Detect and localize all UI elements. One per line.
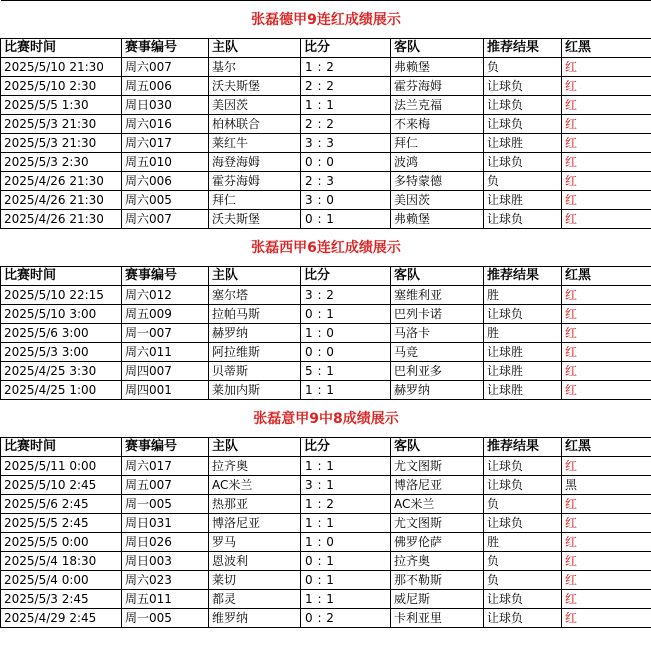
table-row xyxy=(1,476,651,495)
table-row xyxy=(1,457,651,476)
column-header-recommendation: 推荐结果 xyxy=(484,438,562,457)
cell-match-id: 周五006 xyxy=(122,77,209,96)
cell-outcome: 红 xyxy=(562,96,651,115)
cell-recommendation: 让球负 xyxy=(484,305,562,324)
cell-score: 2 : 2 xyxy=(301,77,391,96)
cell-home-team: 都灵 xyxy=(209,590,301,609)
cell-recommendation: 让球负 xyxy=(484,514,562,533)
section-title-row xyxy=(1,400,651,438)
cell-match-time: 2025/5/3 21:30 xyxy=(1,115,122,134)
cell-away-team: 那不勒斯 xyxy=(391,571,484,590)
cell-score: 2 : 3 xyxy=(301,172,391,191)
column-header-away-team: 客队 xyxy=(391,438,484,457)
cell-match-id: 周一005 xyxy=(122,495,209,514)
cell-recommendation: 让球负 xyxy=(484,96,562,115)
cell-outcome: 红 xyxy=(562,58,651,77)
cell-match-time: 2025/5/3 3:00 xyxy=(1,343,122,362)
table-row xyxy=(1,571,651,590)
cell-match-time: 2025/4/25 1:00 xyxy=(1,381,122,400)
cell-away-team: 尤文图斯 xyxy=(391,457,484,476)
cell-match-time: 2025/5/5 1:30 xyxy=(1,96,122,115)
table-row xyxy=(1,210,651,229)
cell-home-team: 阿拉维斯 xyxy=(209,343,301,362)
cell-recommendation: 让球负 xyxy=(484,210,562,229)
column-header-home-team: 主队 xyxy=(209,438,301,457)
column-header-home-team: 主队 xyxy=(209,39,301,58)
cell-score: 0 : 1 xyxy=(301,210,391,229)
cell-score: 1 : 1 xyxy=(301,590,391,609)
cell-outcome: 红 xyxy=(562,381,651,400)
column-header-match-time: 比赛时间 xyxy=(1,39,122,58)
cell-match-id: 周六005 xyxy=(122,191,209,210)
cell-match-time: 2025/4/26 21:30 xyxy=(1,172,122,191)
cell-recommendation: 让球负 xyxy=(484,77,562,96)
cell-outcome: 红 xyxy=(562,495,651,514)
cell-match-id: 周四007 xyxy=(122,362,209,381)
cell-outcome: 红 xyxy=(562,552,651,571)
cell-score: 1 : 0 xyxy=(301,533,391,552)
cell-home-team: 热那亚 xyxy=(209,495,301,514)
table-row xyxy=(1,514,651,533)
header-row xyxy=(1,438,651,457)
cell-match-id: 周四001 xyxy=(122,381,209,400)
table-row xyxy=(1,134,651,153)
column-header-recommendation: 推荐结果 xyxy=(484,39,562,58)
cell-recommendation: 负 xyxy=(484,571,562,590)
cell-outcome: 红 xyxy=(562,286,651,305)
column-header-match-id: 赛事编号 xyxy=(122,438,209,457)
cell-match-time: 2025/5/5 0:00 xyxy=(1,533,122,552)
cell-match-time: 2025/5/4 0:00 xyxy=(1,571,122,590)
cell-recommendation: 让球负 xyxy=(484,153,562,172)
cell-home-team: 拉帕马斯 xyxy=(209,305,301,324)
cell-match-time: 2025/5/3 21:30 xyxy=(1,134,122,153)
table-row xyxy=(1,324,651,343)
table-row xyxy=(1,362,651,381)
cell-away-team: 美因茨 xyxy=(391,191,484,210)
cell-score: 0 : 0 xyxy=(301,153,391,172)
cell-match-id: 周一005 xyxy=(122,609,209,628)
cell-home-team: 拉齐奥 xyxy=(209,457,301,476)
column-header-score: 比分 xyxy=(301,39,391,58)
cell-match-time: 2025/4/29 2:45 xyxy=(1,609,122,628)
cell-outcome: 红 xyxy=(562,343,651,362)
cell-match-id: 周六012 xyxy=(122,286,209,305)
cell-recommendation: 让球负 xyxy=(484,457,562,476)
cell-away-team: 佛罗伦萨 xyxy=(391,533,484,552)
cell-match-id: 周日026 xyxy=(122,533,209,552)
cell-away-team: 塞维利亚 xyxy=(391,286,484,305)
cell-outcome: 黑 xyxy=(562,476,651,495)
cell-outcome: 红 xyxy=(562,134,651,153)
cell-match-id: 周六017 xyxy=(122,457,209,476)
cell-away-team: 赫罗纳 xyxy=(391,381,484,400)
column-header-match-time: 比赛时间 xyxy=(1,267,122,286)
cell-match-time: 2025/5/4 18:30 xyxy=(1,552,122,571)
cell-match-time: 2025/5/6 3:00 xyxy=(1,324,122,343)
cell-match-id: 周日031 xyxy=(122,514,209,533)
cell-match-time: 2025/5/3 2:30 xyxy=(1,153,122,172)
cell-home-team: 基尔 xyxy=(209,58,301,77)
cell-recommendation: 负 xyxy=(484,495,562,514)
column-header-match-time: 比赛时间 xyxy=(1,438,122,457)
column-header-recommendation: 推荐结果 xyxy=(484,267,562,286)
column-header-outcome: 红黑 xyxy=(562,39,651,58)
cell-outcome: 红 xyxy=(562,115,651,134)
cell-score: 1 : 1 xyxy=(301,96,391,115)
cell-outcome: 红 xyxy=(562,362,651,381)
cell-match-id: 周日003 xyxy=(122,552,209,571)
cell-recommendation: 让球胜 xyxy=(484,134,562,153)
cell-outcome: 红 xyxy=(562,609,651,628)
cell-match-time: 2025/5/10 2:30 xyxy=(1,77,122,96)
cell-match-time: 2025/5/6 2:45 xyxy=(1,495,122,514)
cell-score: 1 : 2 xyxy=(301,495,391,514)
header-row xyxy=(1,267,651,286)
cell-outcome: 红 xyxy=(562,210,651,229)
cell-recommendation: 让球胜 xyxy=(484,191,562,210)
cell-away-team: 威尼斯 xyxy=(391,590,484,609)
cell-match-id: 周五009 xyxy=(122,305,209,324)
cell-home-team: 美因茨 xyxy=(209,96,301,115)
cell-home-team: 博洛尼亚 xyxy=(209,514,301,533)
cell-score: 0 : 0 xyxy=(301,343,391,362)
cell-outcome: 红 xyxy=(562,457,651,476)
cell-away-team: 卡利亚里 xyxy=(391,609,484,628)
cell-home-team: 维罗纳 xyxy=(209,609,301,628)
cell-match-id: 周五011 xyxy=(122,590,209,609)
cell-match-id: 周五010 xyxy=(122,153,209,172)
cell-outcome: 红 xyxy=(562,324,651,343)
cell-outcome: 红 xyxy=(562,191,651,210)
results-body xyxy=(1,1,651,628)
cell-home-team: 塞尔塔 xyxy=(209,286,301,305)
cell-away-team: 拜仁 xyxy=(391,134,484,153)
cell-home-team: AC米兰 xyxy=(209,476,301,495)
table-row xyxy=(1,96,651,115)
cell-match-id: 周六023 xyxy=(122,571,209,590)
cell-outcome: 红 xyxy=(562,571,651,590)
section-title-row xyxy=(1,229,651,267)
table-row xyxy=(1,115,651,134)
cell-recommendation: 让球负 xyxy=(484,476,562,495)
cell-home-team: 柏林联合 xyxy=(209,115,301,134)
cell-recommendation: 让球负 xyxy=(484,609,562,628)
cell-home-team: 赫罗纳 xyxy=(209,324,301,343)
cell-outcome: 红 xyxy=(562,77,651,96)
table-row xyxy=(1,77,651,96)
cell-score: 5 : 1 xyxy=(301,362,391,381)
cell-outcome: 红 xyxy=(562,172,651,191)
column-header-match-id: 赛事编号 xyxy=(122,39,209,58)
cell-home-team: 贝蒂斯 xyxy=(209,362,301,381)
cell-match-time: 2025/5/5 2:45 xyxy=(1,514,122,533)
cell-match-id: 周六016 xyxy=(122,115,209,134)
cell-away-team: 弗赖堡 xyxy=(391,210,484,229)
column-header-away-team: 客队 xyxy=(391,267,484,286)
cell-home-team: 拜仁 xyxy=(209,191,301,210)
cell-home-team: 莱切 xyxy=(209,571,301,590)
cell-match-time: 2025/5/11 0:00 xyxy=(1,457,122,476)
cell-score: 1 : 1 xyxy=(301,457,391,476)
cell-match-id: 周日030 xyxy=(122,96,209,115)
cell-score: 1 : 1 xyxy=(301,514,391,533)
cell-recommendation: 让球负 xyxy=(484,115,562,134)
cell-match-id: 周六017 xyxy=(122,134,209,153)
cell-home-team: 沃夫斯堡 xyxy=(209,77,301,96)
cell-home-team: 莱加内斯 xyxy=(209,381,301,400)
cell-score: 2 : 2 xyxy=(301,115,391,134)
cell-outcome: 红 xyxy=(562,153,651,172)
cell-match-time: 2025/5/10 22:15 xyxy=(1,286,122,305)
cell-away-team: AC米兰 xyxy=(391,495,484,514)
cell-away-team: 波鸿 xyxy=(391,153,484,172)
cell-away-team: 弗赖堡 xyxy=(391,58,484,77)
cell-outcome: 红 xyxy=(562,533,651,552)
cell-match-time: 2025/5/10 3:00 xyxy=(1,305,122,324)
cell-match-time: 2025/5/10 2:45 xyxy=(1,476,122,495)
cell-recommendation: 负 xyxy=(484,552,562,571)
cell-recommendation: 负 xyxy=(484,172,562,191)
cell-home-team: 沃夫斯堡 xyxy=(209,210,301,229)
cell-recommendation: 胜 xyxy=(484,324,562,343)
column-header-match-id: 赛事编号 xyxy=(122,267,209,286)
cell-home-team: 海登海姆 xyxy=(209,153,301,172)
section-title-row xyxy=(1,1,651,39)
cell-score: 1 : 1 xyxy=(301,381,391,400)
cell-away-team: 尤文图斯 xyxy=(391,514,484,533)
cell-away-team: 多特蒙德 xyxy=(391,172,484,191)
table-row xyxy=(1,495,651,514)
cell-home-team: 恩波利 xyxy=(209,552,301,571)
cell-score: 3 : 2 xyxy=(301,286,391,305)
cell-match-time: 2025/5/10 21:30 xyxy=(1,58,122,77)
cell-away-team: 霍芬海姆 xyxy=(391,77,484,96)
section-title: 张磊意甲9中8成绩展示 xyxy=(1,400,651,438)
cell-match-id: 周六011 xyxy=(122,343,209,362)
cell-away-team: 法兰克福 xyxy=(391,96,484,115)
cell-away-team: 马洛卡 xyxy=(391,324,484,343)
table-row xyxy=(1,153,651,172)
cell-away-team: 巴列卡诺 xyxy=(391,305,484,324)
cell-outcome: 红 xyxy=(562,305,651,324)
column-header-score: 比分 xyxy=(301,438,391,457)
cell-match-time: 2025/5/3 2:45 xyxy=(1,590,122,609)
table-row xyxy=(1,58,651,77)
cell-recommendation: 胜 xyxy=(484,533,562,552)
cell-recommendation: 让球负 xyxy=(484,590,562,609)
table-row xyxy=(1,590,651,609)
cell-score: 3 : 3 xyxy=(301,134,391,153)
cell-score: 3 : 1 xyxy=(301,476,391,495)
cell-match-id: 周六006 xyxy=(122,172,209,191)
cell-score: 0 : 2 xyxy=(301,609,391,628)
cell-away-team: 不来梅 xyxy=(391,115,484,134)
cell-match-id: 周六007 xyxy=(122,58,209,77)
cell-outcome: 红 xyxy=(562,590,651,609)
cell-recommendation: 胜 xyxy=(484,286,562,305)
column-header-away-team: 客队 xyxy=(391,39,484,58)
cell-score: 1 : 0 xyxy=(301,324,391,343)
section-title: 张磊西甲6连红成绩展示 xyxy=(1,229,651,267)
column-header-outcome: 红黑 xyxy=(562,267,651,286)
cell-match-time: 2025/4/26 21:30 xyxy=(1,191,122,210)
cell-match-id: 周一007 xyxy=(122,324,209,343)
table-row xyxy=(1,172,651,191)
table-row xyxy=(1,286,651,305)
header-row xyxy=(1,39,651,58)
table-row xyxy=(1,191,651,210)
table-row xyxy=(1,305,651,324)
cell-home-team: 莱红牛 xyxy=(209,134,301,153)
column-header-outcome: 红黑 xyxy=(562,438,651,457)
cell-recommendation: 负 xyxy=(484,58,562,77)
cell-home-team: 罗马 xyxy=(209,533,301,552)
cell-away-team: 巴利亚多 xyxy=(391,362,484,381)
cell-match-id: 周五007 xyxy=(122,476,209,495)
cell-outcome: 红 xyxy=(562,514,651,533)
cell-score: 0 : 1 xyxy=(301,305,391,324)
cell-score: 0 : 1 xyxy=(301,552,391,571)
cell-match-id: 周六007 xyxy=(122,210,209,229)
cell-match-time: 2025/4/26 21:30 xyxy=(1,210,122,229)
cell-score: 0 : 1 xyxy=(301,571,391,590)
cell-score: 1 : 2 xyxy=(301,58,391,77)
cell-away-team: 马竞 xyxy=(391,343,484,362)
section-title: 张磊德甲9连红成绩展示 xyxy=(1,1,651,39)
cell-recommendation: 让球胜 xyxy=(484,381,562,400)
cell-recommendation: 让球胜 xyxy=(484,362,562,381)
table-row xyxy=(1,552,651,571)
table-row xyxy=(1,533,651,552)
table-row xyxy=(1,343,651,362)
cell-home-team: 霍芬海姆 xyxy=(209,172,301,191)
cell-away-team: 博洛尼亚 xyxy=(391,476,484,495)
cell-match-time: 2025/4/25 3:30 xyxy=(1,362,122,381)
cell-score: 3 : 0 xyxy=(301,191,391,210)
table-row xyxy=(1,381,651,400)
table-row xyxy=(1,609,651,628)
column-header-home-team: 主队 xyxy=(209,267,301,286)
cell-away-team: 拉齐奥 xyxy=(391,552,484,571)
cell-recommendation: 让球胜 xyxy=(484,343,562,362)
column-header-score: 比分 xyxy=(301,267,391,286)
